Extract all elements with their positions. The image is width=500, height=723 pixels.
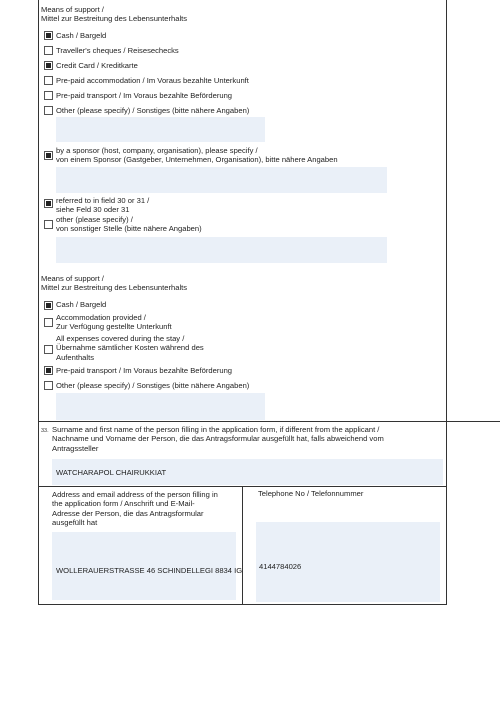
support2-other-checkbox[interactable] [44,381,53,390]
other-source-checkbox[interactable] [44,220,53,229]
address-value: WOLLERAUERSTRASSE 46 SCHINDELLEGI 8834 IG [56,566,243,575]
address-label: Address and email address of the person filling in the application form / Anschrift und E-Mail- Adresse der Person, die das Antragsformular ausgefüllt hat [52,490,218,528]
support1-prepaid-transport-checkbox[interactable] [44,91,53,100]
support1-credit-card-checkbox[interactable] [44,61,53,70]
support1-cash-label: Cash / Bargeld [56,31,107,40]
support2-cash-checkbox[interactable] [44,301,53,310]
support1-title: Means of support / Mittel zur Bestreitung des Lebensunterhalts [41,5,188,24]
sponsor-checkbox[interactable] [44,151,53,160]
support1-other-label: Other (please specify) / Sonstiges (bitte nähere Angaben) [56,106,250,115]
support1-travellers-cheques-label: Traveller's cheques / Reisesechecks [56,46,179,55]
sponsor-label: by a sponsor (host, company, organisation), please specify / von einem Sponsor (Gastgeber, Unternehmen, Organisation), bitte nähere Angaben [56,146,338,165]
form-bottom-border [38,604,447,605]
support1-prepaid-accommodation-checkbox[interactable] [44,76,53,85]
telephone-value: 4144784026 [259,562,302,571]
support2-accommodation-label: Accommodation provided / Zur Verfügung gestellte Unterkunft [56,313,172,332]
telephone-label: Telephone No / Telefonnummer [258,489,364,498]
divider-before-33 [38,421,500,422]
support2-other-input[interactable] [56,393,265,420]
other-source-specify-input[interactable] [56,237,387,263]
support2-title: Means of support / Mittel zur Bestreitung des Lebensunterhalts [41,274,188,293]
form-right-border [446,0,447,605]
support2-cash-label: Cash / Bargeld [56,300,107,309]
support1-prepaid-transport-label: Pre-paid transport / Im Voraus bezahlte Beförderung [56,91,233,100]
support2-other-label: Other (please specify) / Sonstiges (bitte nähere Angaben) [56,381,250,390]
divider-address-phone [242,486,243,605]
support2-accommodation-checkbox[interactable] [44,318,53,327]
support1-travellers-cheques-checkbox[interactable] [44,46,53,55]
support2-prepaid-transport-label: Pre-paid transport / Im Voraus bezahlte Beförderung [56,366,233,375]
field33-number: 33. [41,428,49,434]
form-left-border [38,0,39,605]
support1-prepaid-accommodation-label: Pre-paid accommodation / Im Voraus bezahlte Unterkunft [56,76,249,85]
field33-name-value: WATCHARAPOL CHAIRUKKIAT [56,468,167,477]
support2-prepaid-transport-checkbox[interactable] [44,366,53,375]
referred-label: referred to in field 30 or 31 / siehe Feld 30 oder 31 [56,196,150,215]
referred-checkbox[interactable] [44,199,53,208]
sponsor-specify-input[interactable] [56,167,387,193]
support1-credit-card-label: Credit Card / Kreditkarte [56,61,138,70]
support1-other-input[interactable] [56,117,265,142]
support1-other-checkbox[interactable] [44,106,53,115]
support2-expenses-checkbox[interactable] [44,345,53,354]
field33-label: Surname and first name of the person filling in the application form, if different from the applicant / Nachname und Vorname der Person, die das Antragsformular ausgefüllt hat, falls abweichend vom Antragssteller [52,425,384,453]
other-source-label: other (please specify) / von sonstiger Stelle (bitte nähere Angaben) [56,215,202,234]
support1-cash-checkbox[interactable] [44,31,53,40]
support2-expenses-label: All expenses covered during the stay / Übernahme sämtlicher Kosten während des Aufenthalts [56,334,204,362]
